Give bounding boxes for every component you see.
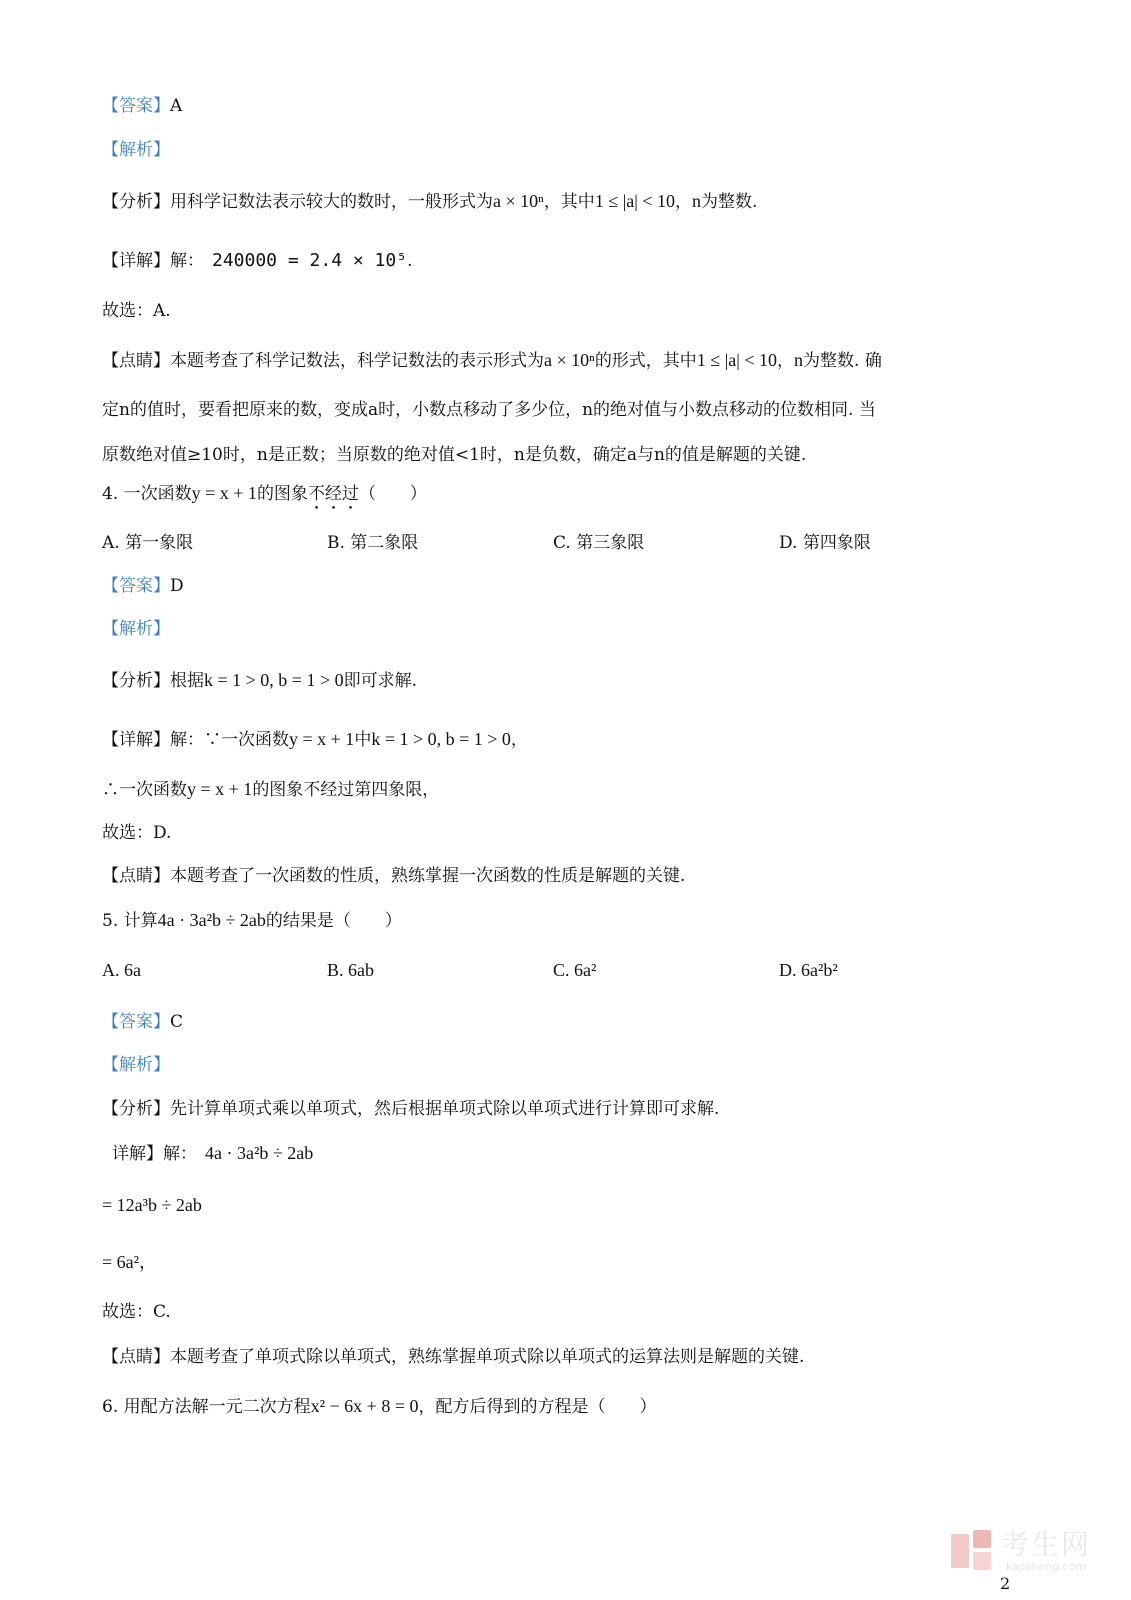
- dianjing-text: ，: [777, 351, 795, 371]
- watermark-url: kaosheng.com: [1005, 1559, 1087, 1573]
- fenxi-math: k = 1 > 0, b = 1 > 0: [204, 670, 344, 690]
- xiangjie-text: 解：: [163, 1144, 197, 1164]
- stem-math: x² − 6x + 8 = 0: [310, 1396, 419, 1416]
- stem-math: 4a · 3a²b ÷ 2ab: [157, 910, 266, 930]
- q4-stem: [102, 481, 427, 514]
- q5-option-d: D. 6a²b²: [779, 960, 838, 980]
- dianjing-text: 本题考查了科学记数法，科学记数法的表示形式为: [170, 351, 544, 371]
- q5-step-1: = 12a³b ÷ 2ab: [102, 1195, 202, 1215]
- kaosheng-watermark: [951, 1527, 1091, 1573]
- stem-emphasis: 不经过: [307, 484, 359, 504]
- answer-value: C: [170, 1012, 184, 1032]
- stem-text: ，配方后得到的方程是（ ）: [418, 1397, 657, 1417]
- stem-text: （ ）: [358, 484, 427, 504]
- q4-xiangjie-line: [102, 727, 528, 752]
- xiangjie-math: 4a · 3a²b ÷ 2ab: [205, 1143, 314, 1163]
- xiangjie-text: ，: [510, 730, 528, 750]
- q3-xiangjie-line: [102, 249, 412, 273]
- q5-dianjing-line: [102, 1345, 804, 1369]
- fenxi-text: 先计算单项式乘以单项式，然后根据单项式除以单项式进行计算即可求解.: [170, 1099, 720, 1119]
- q5-guxuan: 故选：C.: [102, 1302, 171, 1322]
- answer-value: A: [170, 96, 183, 116]
- q3-fenxi-line: [102, 189, 757, 214]
- stem-text: 5. 计算: [102, 911, 158, 931]
- kaosheng-logo-icon: [951, 1530, 993, 1572]
- q4-jiexi-label: 【解析】: [102, 619, 170, 639]
- q5-stem: [102, 908, 402, 933]
- fenxi-text: ，: [675, 192, 693, 212]
- therefore-text: ∴一次函数: [102, 780, 187, 800]
- xiangjie-label: 【详解】: [102, 730, 170, 750]
- q4-fenxi-line: [102, 668, 417, 693]
- q3-dianjing-line-1: [102, 348, 882, 373]
- stem-text: 的图象: [256, 484, 308, 504]
- stem-text: 的结果是（ ）: [265, 911, 402, 931]
- answer-label: 【答案】: [102, 1012, 170, 1032]
- xiangjie-math: k = 1 > 0, b = 1 > 0: [371, 729, 511, 749]
- xiangjie-text: 解：: [170, 251, 204, 271]
- q3-dianjing-line-3: 原数绝对值≥10时，n是正数；当原数的绝对值<1时，n是负数，确定a与n的值是解题的关键.: [102, 445, 807, 465]
- xiangjie-label: 详解】: [112, 1144, 163, 1164]
- q3-answer-line: [102, 94, 182, 118]
- fenxi-label: 【分析】: [102, 192, 170, 212]
- dianjing-label: 【点睛】: [102, 866, 170, 886]
- fenxi-math: n: [692, 191, 702, 211]
- dianjing-text: 本题考查了一次函数的性质，熟练掌握一次函数的性质是解题的关键.: [170, 866, 686, 886]
- q5-jiexi-label: 【解析】: [102, 1055, 170, 1075]
- q5-step-2: = 6a²，: [102, 1252, 158, 1272]
- dianjing-text: 本题考查了单项式除以单项式，熟练掌握单项式除以单项式的运算法则是解题的关键.: [170, 1347, 805, 1367]
- dianjing-label: 【点睛】: [102, 1347, 170, 1367]
- xiangjie-math: y = x + 1: [289, 729, 355, 749]
- fenxi-math: a × 10ⁿ: [493, 191, 544, 211]
- xiangjie-math: 240000 = 2.4 × 10⁵: [212, 250, 408, 271]
- page-number: 2: [1000, 1574, 1011, 1593]
- fenxi-text: 即可求解.: [343, 671, 418, 691]
- therefore-math: y = x + 1: [187, 779, 253, 799]
- q5-xiangjie-line: [112, 1141, 313, 1166]
- answer-label: 【答案】: [102, 576, 170, 596]
- xiangjie-text: 中: [354, 730, 372, 750]
- q4-guxuan: 故选：D.: [102, 823, 172, 843]
- fenxi-text: 根据: [170, 671, 204, 691]
- dianjing-math: a × 10ⁿ: [544, 350, 595, 370]
- stem-text: 6. 用配方法解一元二次方程: [102, 1397, 311, 1417]
- fenxi-text: 用科学记数法表示较大的数时，一般形式为: [170, 192, 493, 212]
- q4-dianjing-line: [102, 864, 685, 888]
- dianjing-label: 【点睛】: [102, 351, 170, 371]
- q6-stem: [102, 1394, 656, 1419]
- watermark-text: [1000, 1527, 1091, 1573]
- fenxi-text: 为整数.: [701, 192, 758, 212]
- dianjing-text: 为整数. 确: [803, 351, 882, 371]
- xiangjie-text: .: [407, 251, 413, 271]
- fenxi-label: 【分析】: [102, 671, 170, 691]
- q4-option-b: B. 第二象限: [327, 533, 419, 553]
- fenxi-math: 1 ≤ |a| < 10: [594, 191, 676, 211]
- dianjing-math: 1 ≤ |a| < 10: [696, 350, 778, 370]
- answer-value: D: [170, 576, 184, 596]
- q4-option-a: A. 第一象限: [102, 533, 194, 553]
- q4-option-c: C. 第三象限: [553, 533, 645, 553]
- stem-text: 4. 一次函数: [102, 484, 192, 504]
- watermark-title: 考生网: [1000, 1527, 1091, 1561]
- dianjing-text: 的形式，其中: [594, 351, 697, 371]
- xiangjie-label: 【详解】: [102, 251, 170, 271]
- q3-dianjing-line-2: 定n的值时，要看把原来的数，变成a时，小数点移动了多少位，n的绝对值与小数点移动的位数相同. 当: [102, 400, 876, 420]
- xiangjie-text: 解：∵一次函数: [170, 730, 289, 750]
- stem-math: y = x + 1: [191, 483, 257, 503]
- q5-answer-line: [102, 1010, 183, 1034]
- dianjing-math: n: [794, 350, 804, 370]
- q5-option-a: A. 6a: [102, 960, 141, 980]
- therefore-text: 的图象不经过第四象限，: [252, 780, 440, 800]
- q5-fenxi-line: [102, 1097, 719, 1121]
- q5-option-c: C. 6a²: [553, 960, 597, 980]
- q4-therefore-line: [102, 777, 439, 802]
- answer-label: 【答案】: [102, 96, 170, 116]
- q3-guxuan: 故选：A.: [102, 301, 171, 321]
- q5-option-b: B. 6ab: [327, 960, 374, 980]
- q4-option-d: D. 第四象限: [779, 533, 871, 553]
- q4-answer-line: [102, 574, 184, 598]
- fenxi-label: 【分析】: [102, 1099, 170, 1119]
- q3-jiexi-label: 【解析】: [102, 140, 170, 160]
- fenxi-text: ，其中: [543, 192, 595, 212]
